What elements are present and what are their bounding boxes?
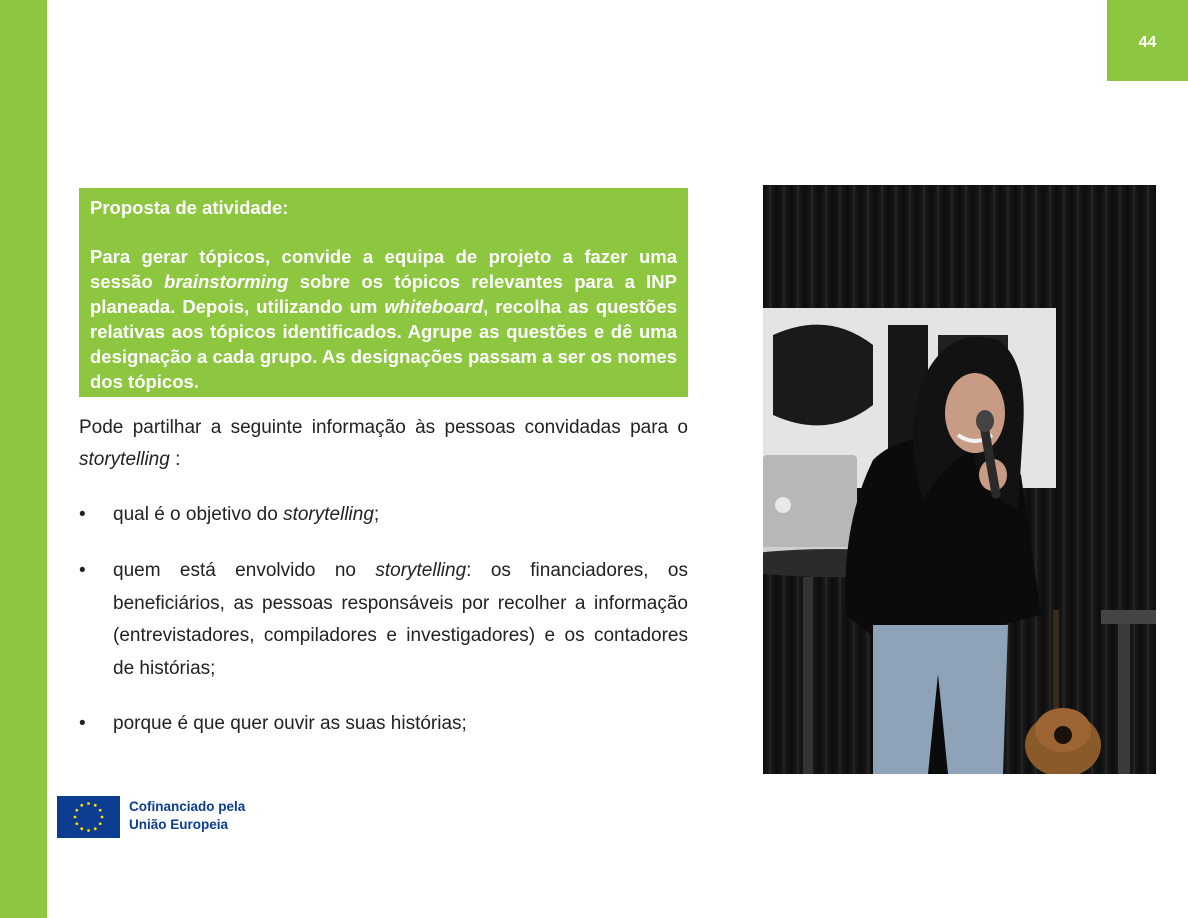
page-number: 44 xyxy=(1138,34,1157,51)
activity-text-part: sobre os tópicos relevantes para a INP planeada. Depois, utilizando um xyxy=(90,271,677,317)
intro-text-part: Pode partilhar a seguinte informação às pessoas convidadas para o xyxy=(79,417,688,438)
activity-title: Proposta de atividade: xyxy=(90,197,289,218)
activity-proposal-box xyxy=(79,188,688,397)
activity-emphasis: brainstorming xyxy=(164,271,289,292)
list-text-part: ; xyxy=(373,504,380,525)
activity-emphasis: whiteboard xyxy=(384,296,484,317)
page-number-badge xyxy=(1107,0,1188,81)
list-text-part: quem está envolvido no xyxy=(113,560,376,581)
activity-body xyxy=(90,244,677,394)
intro-paragraph xyxy=(79,412,688,476)
list-emphasis: storytelling xyxy=(375,560,467,581)
list-item-text xyxy=(113,499,688,532)
list-item-text xyxy=(113,708,688,741)
speaker-photo xyxy=(763,185,1156,774)
list-item xyxy=(79,555,688,685)
activity-text-part: Para gerar tópicos, convide a equipa de projeto a fazer uma sessão xyxy=(90,246,677,292)
eu-funding-label xyxy=(129,798,245,834)
eu-flag-icon xyxy=(57,796,120,838)
left-accent-bar xyxy=(0,0,47,918)
eu-label-line-2: União Europeia xyxy=(129,817,229,832)
activity-text-part: , recolha as questões relativas aos tópicos identificados. Agrupe as questões e dê uma designação a cada grupo. As designações passam a ser os nomes dos tópicos. xyxy=(90,296,677,392)
list-text-part: : os financiadores, os beneficiários, as pessoas responsáveis por recolher a informação (entrevistadores, compiladores e investigadores) e os contadores de histórias; xyxy=(113,560,688,679)
eu-label-line-1: Cofinanciado pela xyxy=(129,799,246,814)
bullet-marker: • xyxy=(79,504,86,525)
intro-text-part: : xyxy=(169,449,181,470)
intro-emphasis: storytelling xyxy=(79,449,170,470)
bullet-marker: • xyxy=(79,560,86,581)
list-item-text xyxy=(113,555,688,685)
list-text-part: qual é o objetivo do xyxy=(113,504,284,525)
list-item xyxy=(79,708,688,741)
list-item xyxy=(79,499,688,532)
bullet-marker: • xyxy=(79,713,86,734)
list-text-part: porque é que quer ouvir as suas histórias; xyxy=(113,713,467,734)
list-emphasis: storytelling xyxy=(283,504,374,525)
